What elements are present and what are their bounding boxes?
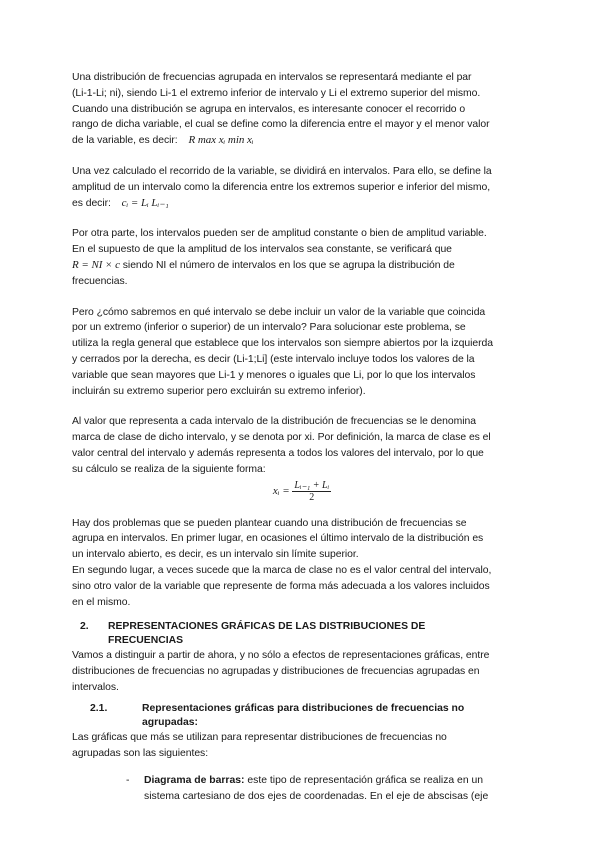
paragraph-intervalos: [72, 70, 532, 149]
paragraph-marca-de-clase: [72, 414, 532, 509]
section-heading-2: [72, 620, 532, 648]
paragraph-regla-intervalos: [72, 305, 532, 400]
text-line: En el supuesto de que la amplitud de los intervalos sea constante, se verificará que: [72, 244, 452, 256]
text-line: valor central del intervalo y además representa a todos los valores del intervalo, por lo que: [72, 447, 484, 459]
text-line: amplitud de un intervalo como la diferencia entre los extremos superior e inferior del mismo,: [72, 181, 491, 193]
text-fragment: es decir:: [72, 197, 111, 209]
text-line: en el mismo.: [72, 596, 131, 608]
text-line: incluirán su extremo superior pero excluirán su extremo inferior).: [72, 385, 366, 397]
list-item-diagrama-barras: [72, 773, 532, 805]
subsection-number: 2.1.: [90, 702, 108, 714]
list-item-text: sistema cartesiano de dos ejes de coordenadas. En el eje de abscisas (eje: [144, 791, 489, 803]
section-title-line: REPRESENTACIONES GRÁFICAS DE LAS DISTRIBUCIONES DE: [108, 621, 426, 633]
text-line: su cálculo se realiza de la siguiente forma:: [72, 463, 266, 475]
text-line: frecuencias.: [72, 275, 128, 287]
text-line-with-formula: [72, 133, 532, 149]
subsection-heading-2-1: [72, 702, 532, 730]
text-line: variable que sean mayores que Li-1 y menores o iguales que Li, por lo que los intervalos: [72, 369, 476, 381]
section-title-line: FRECUENCIAS: [108, 635, 184, 647]
list-item-text: [144, 773, 532, 789]
text-line: Una distribución de frecuencias agrupada en intervalos se representará mediante el par: [72, 72, 472, 83]
text-fragment: siendo NI el número de intervalos en los que se agrupa la distribución de: [119, 259, 455, 271]
subsection-title-line: Representaciones gráficas para distribuciones de frecuencias no: [142, 702, 465, 714]
text-line: distribuciones de frecuencias no agrupadas y distribuciones de frecuencias agrupadas en: [72, 666, 480, 678]
section-2-intro: [72, 648, 532, 695]
document-page: [72, 70, 532, 805]
text-line: rango de dicha variable, el cual se define como la diferencia entre el mayor y el menor valor: [72, 119, 490, 131]
formula-marca-de-clase: [72, 480, 532, 510]
formula-numero-intervalos: R = NI × c: [72, 258, 120, 271]
text-fragment: este tipo de representación gráfica se realiza en un: [244, 775, 484, 787]
text-line: Al valor que representa a cada intervalo de la distribución de frecuencias se le denomina: [72, 416, 476, 428]
section-number: 2.: [80, 621, 89, 633]
text-line: intervalos.: [72, 681, 119, 693]
formula-numerator: Lᵢ₋₁ + Lᵢ: [294, 479, 330, 491]
text-line: agrupadas son las siguientes:: [72, 747, 209, 759]
formula-denominator: 2: [309, 491, 315, 503]
text-line: agrupa en intervalos. En primer lugar, en ocasiones el último intervalo de la distribución es: [72, 533, 484, 545]
formula-amplitud: cᵢ = Lᵢ Lᵢ₋₁: [121, 196, 169, 209]
term: Diagrama de barras:: [144, 775, 245, 787]
text-line: y cerrados por la derecha, es decir (Li-1;Li] (este intervalo incluye todos los valores de la: [72, 353, 475, 365]
formula-recorrido: R max xᵢ min xᵢ: [188, 134, 254, 147]
text-line: Pero ¿cómo sabremos en qué intervalo se debe incluir un valor de la variable que coincida: [72, 306, 486, 318]
text-line: marca de clase de dicho intervalo, y se denota por xi. Por definición, la marca de clase es el: [72, 432, 491, 444]
text-line: Una vez calculado el recorrido de la variable, se dividirá en intervalos. Para ello, se define la: [72, 165, 492, 177]
text-line: un intervalo abierto, es decir, es un intervalo sin límite superior.: [72, 549, 359, 561]
text-line: Las gráficas que más se utilizan para representar distribuciones de frecuencias no: [72, 731, 447, 743]
text-line: Hay dos problemas que se pueden plantear cuando una distribución de frecuencias se: [72, 517, 467, 529]
paragraph-problemas: [72, 516, 532, 611]
text-line: Cuando una distribución se agrupa en intervalos, es interesante conocer el recorrido o: [72, 103, 466, 115]
text-line: por un extremo (inferior o superior) de un intervalo? Para solucionar este problema, se: [72, 322, 466, 334]
paragraph-amplitud: [72, 164, 532, 211]
bullet-dash: -: [126, 775, 130, 787]
subsection-2-1-intro: [72, 730, 532, 762]
text-line-with-formula: [72, 258, 532, 274]
text-line: En segundo lugar, a veces sucede que la marca de clase no es el valor central del intervalo,: [72, 564, 492, 576]
text-line: Vamos a distinguir a partir de ahora, y no sólo a efectos de representaciones gráficas, entre: [72, 650, 490, 662]
text-line: utiliza la regla general que establece que los intervalos son siempre abiertos por la izquierda: [72, 338, 493, 350]
text-line: (Li-1-Li; ni), siendo Li-1 el extremo inferior de intervalo y Li el extremo superior del mismo.: [72, 87, 481, 99]
text-line: sino otro valor de la variable que represente de forma más adecuada a los valores incluidos: [72, 580, 490, 592]
paragraph-amplitud-constante: [72, 226, 532, 289]
subsection-title-line: agrupadas:: [142, 716, 199, 728]
formula-lhs: xᵢ =: [272, 484, 290, 497]
text-line-with-formula: [72, 196, 532, 212]
formula-fraction: [292, 480, 331, 503]
text-line: Por otra parte, los intervalos pueden ser de amplitud constante o bien de amplitud variable.: [72, 228, 487, 240]
text-fragment: de la variable, es decir:: [72, 135, 178, 147]
